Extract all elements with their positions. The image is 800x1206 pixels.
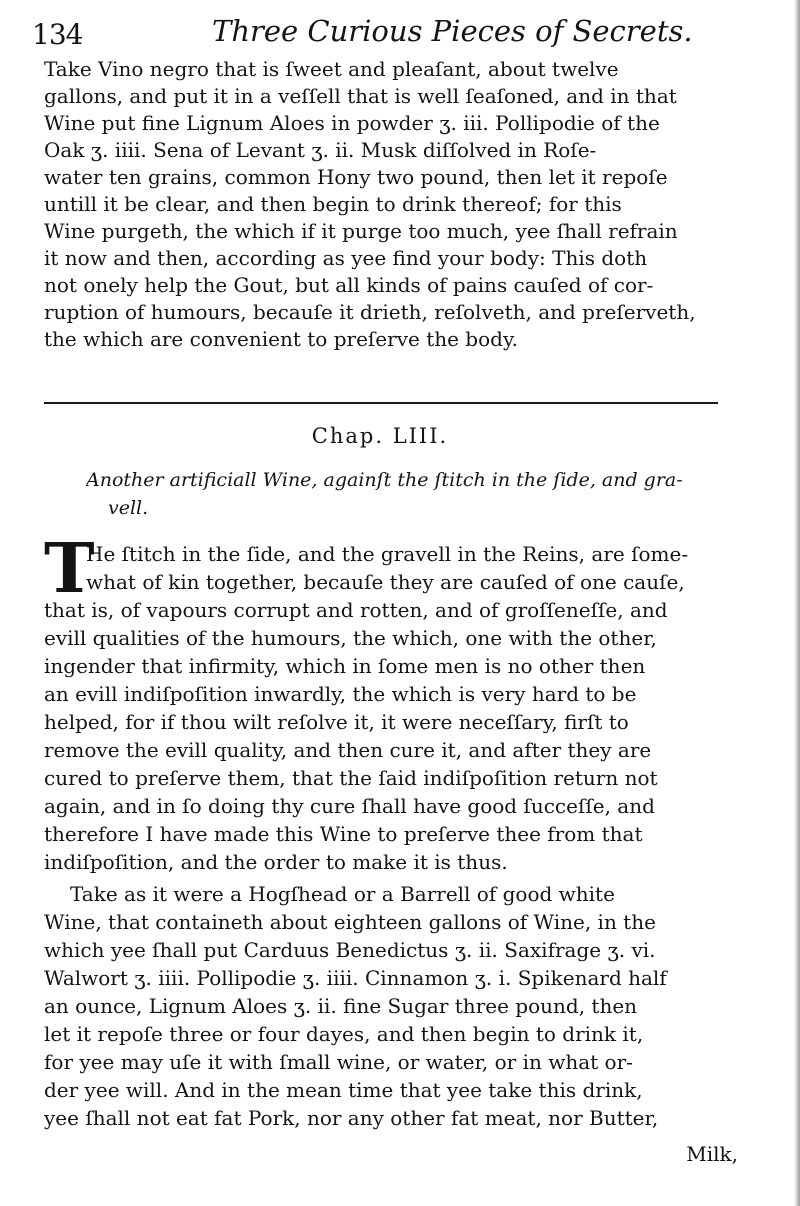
text-line: what of kin together, becauſe they are cauſed of one cauſe, bbox=[86, 570, 685, 594]
text-line: evill qualities of the humours, the which, one with the other, bbox=[44, 626, 657, 650]
page-header bbox=[32, 14, 732, 50]
text-line: Wine purgeth, the which if it purge too much, yee ſhall refrain bbox=[44, 219, 678, 243]
text-line: untill it be clear, and then begin to drink thereof; for this bbox=[44, 192, 622, 216]
text-line: that is, of vapours corrupt and rotten, and of groſſeneſſe, and bbox=[44, 598, 668, 622]
text-line: let it repoſe three or four dayes, and then begin to drink it, bbox=[44, 1022, 644, 1046]
text-line: helped, for if thou wilt reſolve it, it were neceſſary, firſt to bbox=[44, 710, 629, 734]
text-line: cured to preſerve them, that the ſaid indiſpoſition return not bbox=[44, 766, 658, 790]
text-line: not onely help the Gout, but all kinds of pains cauſed of cor- bbox=[44, 273, 654, 297]
text-line: an evill indiſpoſition inwardly, the which is very hard to be bbox=[44, 682, 637, 706]
drop-cap-letter: T bbox=[44, 529, 95, 609]
chapter-heading: Chap. LIII. bbox=[311, 424, 449, 448]
paragraph-stitch-gravell bbox=[44, 529, 734, 876]
text-line: Oak ʒ. iiii. Sena of Levant ʒ. ii. Musk diſſolved in Roſe- bbox=[44, 138, 597, 162]
section-divider-rule bbox=[44, 402, 718, 404]
page-number: 134 bbox=[32, 18, 83, 51]
text-line: Walwort ʒ. iiii. Pollipodie ʒ. iiii. Cinnamon ʒ. i. Spikenard half bbox=[44, 966, 667, 990]
text-line: it now and then, according as yee find your body: This doth bbox=[44, 246, 648, 270]
text-line: indiſpoſition, and the order to make it is thus. bbox=[44, 850, 508, 874]
text-line: which yee ſhall put Carduus Benedictus ʒ. ii. Saxifrage ʒ. vi. bbox=[44, 938, 656, 962]
subtitle-line: Another artificiall Wine, againſt the ſtitch in the ſide, and gra- bbox=[86, 469, 683, 491]
text-line: Take as it were a Hogſhead or a Barrell of good white bbox=[70, 882, 615, 906]
text-line: remove the evill quality, and then cure it, and after they are bbox=[44, 738, 652, 762]
text-line: ingender that infirmity, which in ſome men is no other then bbox=[44, 654, 646, 678]
text-line: water ten grains, common Hony two pound, then let it repoſe bbox=[44, 165, 668, 189]
text-line: Take Vino negro that is ſweet and pleaſant, about twelve bbox=[44, 57, 619, 81]
text-line: an ounce, Lignum Aloes ʒ. ii. fine Sugar three pound, then bbox=[44, 994, 638, 1018]
text-line: Wine put fine Lignum Aloes in powder ʒ. iii. Pollipodie of the bbox=[44, 111, 660, 135]
running-title: Three Curious Pieces of Secrets. bbox=[212, 14, 693, 48]
text-line: He ſtitch in the ſide, and the gravell in the Reins, are ſome- bbox=[86, 542, 689, 566]
text-line: the which are convenient to preſerve the body. bbox=[44, 327, 518, 351]
text-line: for yee may uſe it with ſmall wine, or water, or in what or- bbox=[44, 1050, 633, 1074]
catchword: Milk, bbox=[686, 1142, 738, 1166]
text-line: again, and in ſo doing thy cure ſhall have good ſucceſſe, and bbox=[44, 794, 655, 818]
page-gutter-shadow bbox=[794, 0, 800, 1206]
paragraph-hogshead-recipe bbox=[44, 880, 734, 1132]
text-line: gallons, and put it in a veſſell that is well ſeaſoned, and in that bbox=[44, 84, 677, 108]
text-line: yee ſhall not eat fat Pork, nor any other fat meat, nor Butter, bbox=[44, 1106, 659, 1130]
text-line: therefore I have made this Wine to preſerve thee from that bbox=[44, 822, 643, 846]
subtitle-line: vell. bbox=[108, 497, 149, 519]
text-line: der yee will. And in the mean time that yee take this drink, bbox=[44, 1078, 643, 1102]
paragraph-vino-negro bbox=[44, 56, 734, 353]
text-line: ruption of humours, becauſe it drieth, reſolveth, and preſerveth, bbox=[44, 300, 696, 324]
text-line: Wine, that containeth about eighteen gallons of Wine, in the bbox=[44, 910, 656, 934]
chapter-subtitle bbox=[86, 466, 746, 522]
